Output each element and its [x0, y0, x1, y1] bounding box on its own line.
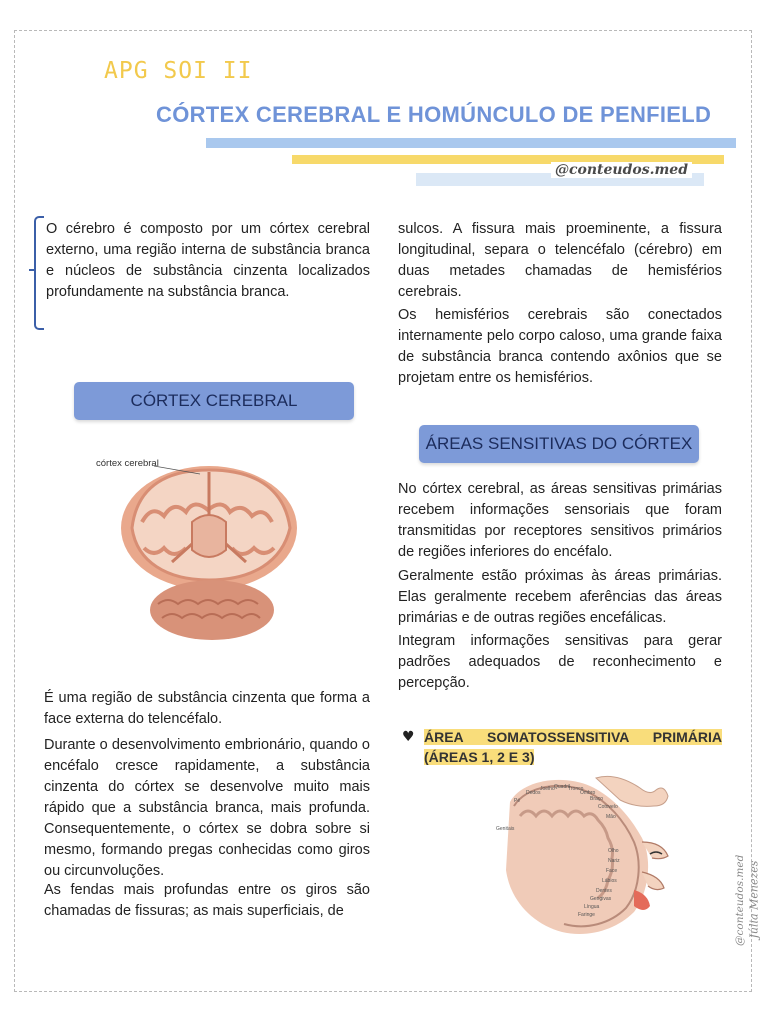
bracket-tip — [29, 269, 35, 271]
somatosensory-bullet — [424, 727, 722, 767]
homunculus-label: Cotovelo — [598, 804, 618, 810]
homunculus-label: Ombro — [580, 790, 596, 796]
homunculus-label: Genitais — [496, 826, 515, 832]
sensory-homunculus-image — [492, 772, 674, 938]
instagram-handle: @conteudos.med — [551, 162, 692, 178]
section-heading-cortex: CÓRTEX CEREBRAL — [74, 382, 354, 420]
cortex-paragraph-3: As fendas mais profundas entre os giros são chamadas de fissuras; as mais superficiais, de — [44, 882, 370, 919]
brain-coronal-section-image — [92, 452, 342, 652]
cortex-paragraph-1: É uma região de substância cinzenta que forma a face externa do telencéfalo. — [44, 690, 370, 727]
homunculus-label: Lábios — [602, 878, 617, 884]
homunculus-label: Face — [606, 868, 618, 874]
bracket-decoration — [34, 216, 44, 330]
intro-paragraph: O cérebro é composto por um córtex cerebral externo, uma região interna de substância branca e núcleos de substância cinzenta localizados profundamente na substância branca. — [46, 221, 370, 300]
homunculus-label: Pé — [514, 798, 521, 804]
right-intro-paragraph-2: Os hemisférios cerebrais são conectados internamente pelo corpo caloso, uma grande faixa de substância branca contendo axônios que se projetam entre os hemisférios. — [398, 307, 722, 386]
subject-label: APG SOI II — [104, 58, 253, 84]
decor-bar-blue — [206, 138, 736, 148]
section-heading-sensory: ÁREAS SENSITIVAS DO CÓRTEX — [419, 425, 699, 463]
homunculus-label: Dentes — [596, 888, 612, 894]
sensory-paragraph-3: Integram informações sensitivas para gerar padrões adequados de reconhecimento e percepção. — [398, 633, 722, 691]
homunculus-label: Braço — [590, 796, 604, 802]
homunculus-label: Olho — [608, 848, 619, 854]
somatosensory-bullet-text: ÁREA SOMATOSSENSITIVA PRIMÁRIA (ÁREAS 1, 2 E 3) — [424, 729, 722, 765]
sensory-paragraph-2: Geralmente estão próximas às áreas primárias. Elas geralmente recebem aferências das áreas primárias e de outras regiões encefálicas. — [398, 568, 722, 626]
homunculus-label: Quadril — [554, 784, 571, 790]
brain-figure-label: córtex cerebral — [96, 458, 159, 469]
sensory-paragraph-1: No córtex cerebral, as áreas sensitivas primárias recebem informações sensoriais que foram transmitidas por receptores sensitivos primários de regiões inferiores do encéfalo. — [398, 481, 722, 560]
homunculus-label: Língua — [584, 904, 600, 910]
homunculus-label: Tronco — [568, 786, 584, 792]
cortex-paragraph-2: Durante o desenvolvimento embrionário, quando o encéfalo cresce rapidamente, a substância cinzenta do córtex se desenvolve muito mais rápido que a substância branca, mais profunda. Consequentemente, o córtex se dobra sobre si mesmo, formando pregas conhecidas como giros ou circunvoluções. — [44, 737, 370, 879]
signature-name: Júlia Menezes — [747, 860, 761, 939]
homunculus-label: Joelho — [540, 786, 555, 792]
homunculus-label: Nariz — [608, 858, 620, 864]
homunculus-label: Mão — [606, 814, 616, 820]
right-intro-paragraph-1: sulcos. A fissura mais proeminente, a fissura longitudinal, separa o telencéfalo (cérebro) em duas metades chamadas de hemisférios cerebrais. — [398, 221, 722, 300]
homunculus-label: Gengivas — [590, 896, 612, 902]
page-title: CÓRTEX CEREBRAL E HOMÚNCULO DE PENFIELD — [156, 102, 712, 127]
heart-icon: ♥ — [402, 729, 415, 745]
homunculus-label: Faringe — [578, 912, 595, 918]
signature-handle: @conteudos.med — [734, 854, 746, 946]
homunculus-label: Dedos — [526, 790, 541, 796]
